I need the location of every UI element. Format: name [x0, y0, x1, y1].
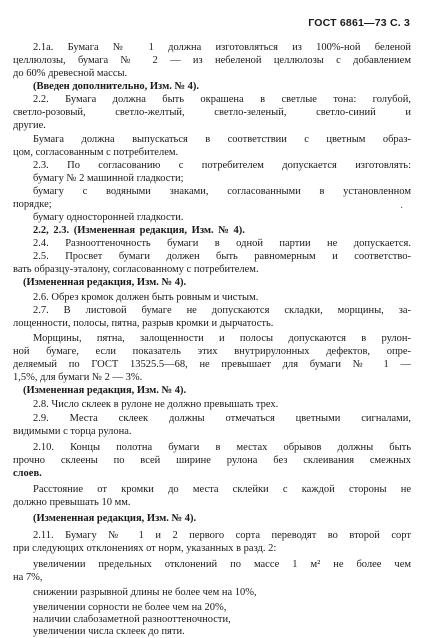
text-line: вать образцу-эталону, согласованному с потребителем.: [13, 264, 259, 275]
margin-mark: ·: [400, 203, 404, 214]
text-line: 2.8. Число склеек в рулоне не должно превышать трех.: [33, 399, 279, 410]
text-line: деляемый по ГОСТ 13525.5—68, не превышает для бумаги № 1 —: [13, 359, 411, 370]
text-line: увеличении числа склеек до пяти.: [33, 626, 185, 637]
text-line: 2.7. В листовой бумаге не допускаются складки, морщины, за-: [33, 305, 411, 316]
text-line: 1,5%, для бумаги № 2 — 3%.: [13, 372, 143, 383]
amendment-note: (Измененная редакция, Изм. № 4).: [23, 277, 187, 288]
text-line: 2.2. Бумага должна быть окрашена в светлые тона: голубой,: [33, 94, 411, 105]
text-line: на 7%,: [13, 572, 43, 583]
text-line: увеличении сорности не более чем на 20%,: [33, 602, 227, 613]
text-line: 2.3. По согласованию с потребителем допускается изготовлять:: [33, 160, 411, 171]
text-line: другие.: [13, 120, 46, 131]
text-line: видимыми с торца рулона.: [13, 426, 132, 437]
text-line: цом, согласованным с потребителем.: [13, 147, 179, 158]
amendment-note: (Измененная редакция, Изм. № 4).: [23, 385, 187, 396]
text-line: 2.4. Разнооттеночность бумаги в одной партии не допускается.: [33, 238, 411, 249]
text-line: 2.5. Просвет бумаги должен быть равномерным и соответство-: [33, 251, 411, 262]
text-line: порядке;: [13, 199, 52, 210]
text-line: лощенности, полосы, пятна, разрыв кромки и дырчатость.: [13, 318, 274, 329]
text-line: целлюлозы, бумага № 2 — из небеленой целлюлозы с добавлением: [13, 55, 411, 66]
text-line: бумагу с водяными знаками, согласованными в установленном: [33, 186, 411, 197]
text-line: 2.10. Концы полотна бумаги в местах обрывов должны быть: [33, 442, 411, 453]
text-line: должно превышать 10 мм.: [13, 497, 131, 508]
text-line: снижении разрывной длины не более чем на 10%,: [33, 587, 257, 598]
text-line: наличии слабозаметной разнооттеночности,: [33, 614, 231, 625]
text-line: бумагу № 2 машинной гладкости;: [33, 173, 184, 184]
text-line: 2.1а. Бумага № 1 должна изготовляться из 100%-ной беленой: [33, 42, 411, 53]
amendment-note: (Измененная редакция, Изм. № 4).: [33, 513, 197, 524]
text-line: 2.9. Места склеек должны отмечаться цветными сигналами,: [33, 413, 411, 424]
text-line: светло-розовый, светло-желтый, светло-зеленый, светло-синий и: [13, 107, 411, 118]
page-header: ГОСТ 6861—73 С. 3: [308, 17, 410, 29]
text-line: прочно склеены по всей ширине рулона без склеивания смежных: [13, 455, 411, 466]
text-line: при следующих отклонениях от норм, указанных в разд. 2:: [13, 543, 277, 554]
text-line: бумагу односторонней гладкости.: [33, 212, 184, 223]
amendment-note: (Введен дополнительно, Изм. № 4).: [33, 81, 200, 92]
text-line: Бумага должна выпускаться в соответствии с цветным образ-: [33, 134, 411, 145]
text-line: ной бумаге, если показатель этих внутрирулонных дефектов, опре-: [13, 346, 411, 357]
text-line: 2.11. Бумагу № 1 и 2 первого сорта переводят во второй сорт: [33, 530, 411, 541]
text-line: увеличении предельных отклонений по массе 1 м² не более чем: [33, 559, 411, 570]
amendment-note: 2.2, 2.3. (Измененная редакция, Изм. № 4).: [33, 225, 245, 236]
text-line: до 60% древесной массы.: [13, 68, 128, 79]
text-line: Расстояние от кромки до места склейки с каждой стороны не: [33, 484, 411, 495]
amendment-note: слоев.: [13, 468, 42, 479]
text-line: Морщины, пятна, залощенности и полосы допускаются в рулон-: [33, 333, 411, 344]
text-line: 2.6. Обрез кромок должен быть ровным и чистым.: [33, 292, 259, 303]
